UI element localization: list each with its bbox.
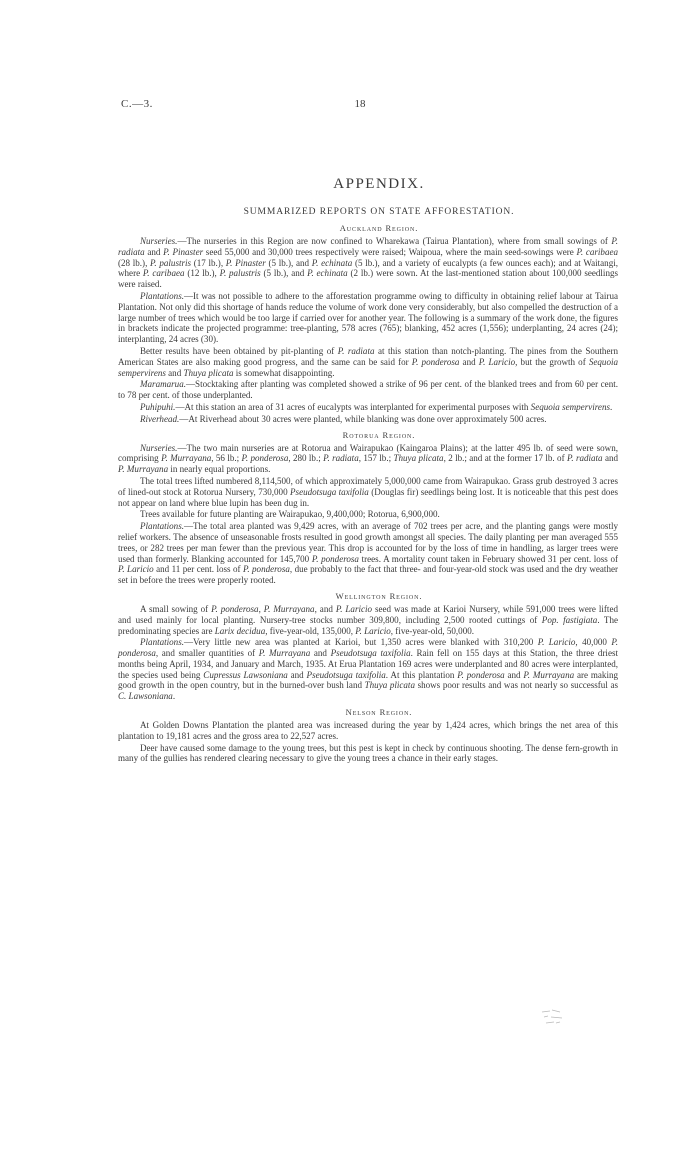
plantations-label: Plantations. (140, 290, 184, 301)
page-body (118, 176, 618, 765)
rotorua-region-section (118, 430, 618, 586)
page-header (0, 98, 700, 114)
maramarua-label: Maramarua. (140, 379, 186, 390)
wellington-plantations-paragraph: Plantations.—Very little new area was planted at Karioi, but 1,350 acres were blanked with 310,200 P. Laricio, 40,000 P. ponderosa, and smaller quantities of P. Murrayana and Pseudotsuga taxifolia. Rain fell on 155 days at this Station, the three driest months being April, 1934, and January and March, 1935. At Erua Plantation 169 acres were underplanted and 80 acres were interplanted, the species used being Cupressus Lawsoniana and Pseudotsuga taxifolia. At this plantation P. ponderosa and P. Murrayana are making good growth in the open country, but in the burned-over bush land Thuya plicata shows poor results and was not nearly so successful as C. Lawsoniana. (118, 637, 619, 702)
document-reference: C.—3. (121, 98, 153, 110)
report-subtitle: SUMMARIZED REPORTS ON STATE AFFORESTATION. (243, 207, 515, 217)
rotorua-region-heading: Rotorua Region. (342, 429, 416, 440)
puhipuhi-label: Puhipuhi. (140, 401, 176, 412)
rotorua-available-paragraph: Trees available for future planting are Wairapukao, 9,400,000; Rotorua, 6,900,000. (140, 509, 440, 520)
riverhead-paragraph: Riverhead.—At Riverhead about 30 acres were planted, while blanking was done over approximately 500 acres. (140, 413, 547, 424)
appendix-title: APPENDIX. (333, 176, 425, 192)
rotorua-nurseries-paragraph: Nurseries.—The two main nurseries are at Rotorua and Wairapukao (Kaingaroa Plains); at the latter 495 lb. of seed were sown, comprising P. Murrayana, 56 lb.; P. ponderosa, 280 lb.; P. radiata, 157 lb.; Thuya plicata, 2 lb.; and at the former 17 lb. of P. radiata and P. Murrayana in nearly equal proportions. (118, 442, 619, 475)
page-number: 18 (354, 98, 366, 110)
auckland-region-section (118, 223, 618, 425)
riverhead-label: Riverhead. (140, 413, 180, 424)
rotorua-plantations-paragraph: Plantations.—The total area planted was 9,429 acres, with an average of 702 trees per acre, and the planting gangs were mostly relief workers. The absence of unseasonable frosts resulted in good growth amongst all species. The daily planting per man averaged 555 trees, or 282 trees per man fewer than the previous year. This drop is accounted for by the loss of time in handling, as larger trees were used than formerly. Blanking accounted for 145,700 P. ponderosa trees. A mortality count taken in February showed 31 per cent. loss of P. Laricio and 11 per cent. loss of P. ponderosa, due probably to the fact that three- and four-year-old stock was used and the dry weather set in before the trees were properly rooted. (118, 521, 619, 586)
wellington-region-heading: Wellington Region. (335, 590, 423, 601)
auckland-results-paragraph: Better results have been obtained by pit-planting of P. radiata at this station than notch-planting. The pines from the Southern American States are also making good progress, and the same can be said for P. ponderosa and P. Laricio, but the growth of Sequoia sempervirens and Thuya plicata is somewhat disappointing. (118, 345, 619, 378)
puhipuhi-paragraph: Puhipuhi.—At this station an area of 31 acres of eucalypts was interplanted for experimental purposes with Sequoia sempervirens. (140, 401, 613, 412)
nurseries-label: Nurseries. (140, 236, 178, 246)
auckland-plantations-paragraph: Plantations.—It was not possible to adhere to the afforestation programme owing to difficulty in obtaining relief labour at Tairua Plantation. Not only did this shortage of hands reduce the volume of work done very considerably, but also compelled the destruction of a large number of trees which would be too large if carried over for another year. The following is a summary of the work done, the figures in brackets indicate the projected programme: tree-planting, 578 acres (765); blanking, 452 acres (1,556); underplanting, 24 acres (24); interplanting, 24 acres (30). (118, 290, 618, 345)
plantations-label: Plantations. (140, 637, 184, 648)
nelson-area-paragraph: At Golden Downs Plantation the planted area was increased during the year by 1,424 acres, which brings the net area of this plantation to 19,181 acres and the gross area to 22,527 acres. (118, 720, 618, 741)
nelson-region-heading: Nelson Region. (345, 707, 413, 718)
wellington-region-section (118, 591, 618, 702)
stamp-mark-icon (538, 1006, 568, 1028)
plantations-label: Plantations. (140, 521, 184, 532)
nelson-region-section (118, 707, 618, 764)
rotorua-lifted-paragraph: The total trees lifted numbered 8,114,500, of which approximately 5,000,000 came from Wairapukao. Grass grub destroyed 3 acres of lined-out stock at Rotorua Nursery, 730,000 Pseudotsuga taxifolia (Douglas fir) seedlings being lost. It is noticeable that this pest does not appear on land where blue lupin has been dug in. (118, 475, 618, 508)
auckland-nurseries-paragraph: Nurseries.—The nurseries in this Region are now confined to Wharekawa (Tairua Plantation), where from small sowings of P. radiata and P. Pinaster seed 55,000 and 30,000 trees respectively were raised; Waipoua, where the main seed-sowings were P. caribaea (28 lb.), P. palustris (17 lb.), P. Pinaster (5 lb.), and P. echinata (5 lb.), and a variety of eucalypts (a few ounces each); and at Waitangi, where P. caribaea (12 lb.), P. palustris (5 lb.), and P. echinata (2 lb.) were sown. At the last-mentioned station about 100,000 seedlings were raised. (118, 236, 619, 290)
nurseries-label: Nurseries. (140, 442, 178, 453)
maramarua-paragraph: Maramarua.—Stocktaking after planting was completed showed a strike of 96 per cent. of the blanked trees and from 60 per cent. to 78 per cent. of those underplanted. (118, 379, 618, 401)
nelson-deer-paragraph: Deer have caused some damage to the young trees, but this pest is kept in check by continuous shooting. The dense fern-growth in many of the gullies has rendered clearing necessary to give the young trees a chance in their early stages. (118, 742, 618, 764)
auckland-region-heading: Auckland Region. (339, 223, 419, 233)
wellington-sowing-paragraph: A small sowing of P. ponderosa, P. Murrayana, and P. Laricio seed was made at Karioi Nursery, while 591,000 trees were lifted and used mainly for local planting. Nursery-tree stocks number 309,800, including 2,500 rooted cuttings of Pop. fastigiata. The predominating species are Larix decidua, five-year-old, 135,000, P. Laricio, five-year-old, 50,000. (118, 603, 618, 636)
